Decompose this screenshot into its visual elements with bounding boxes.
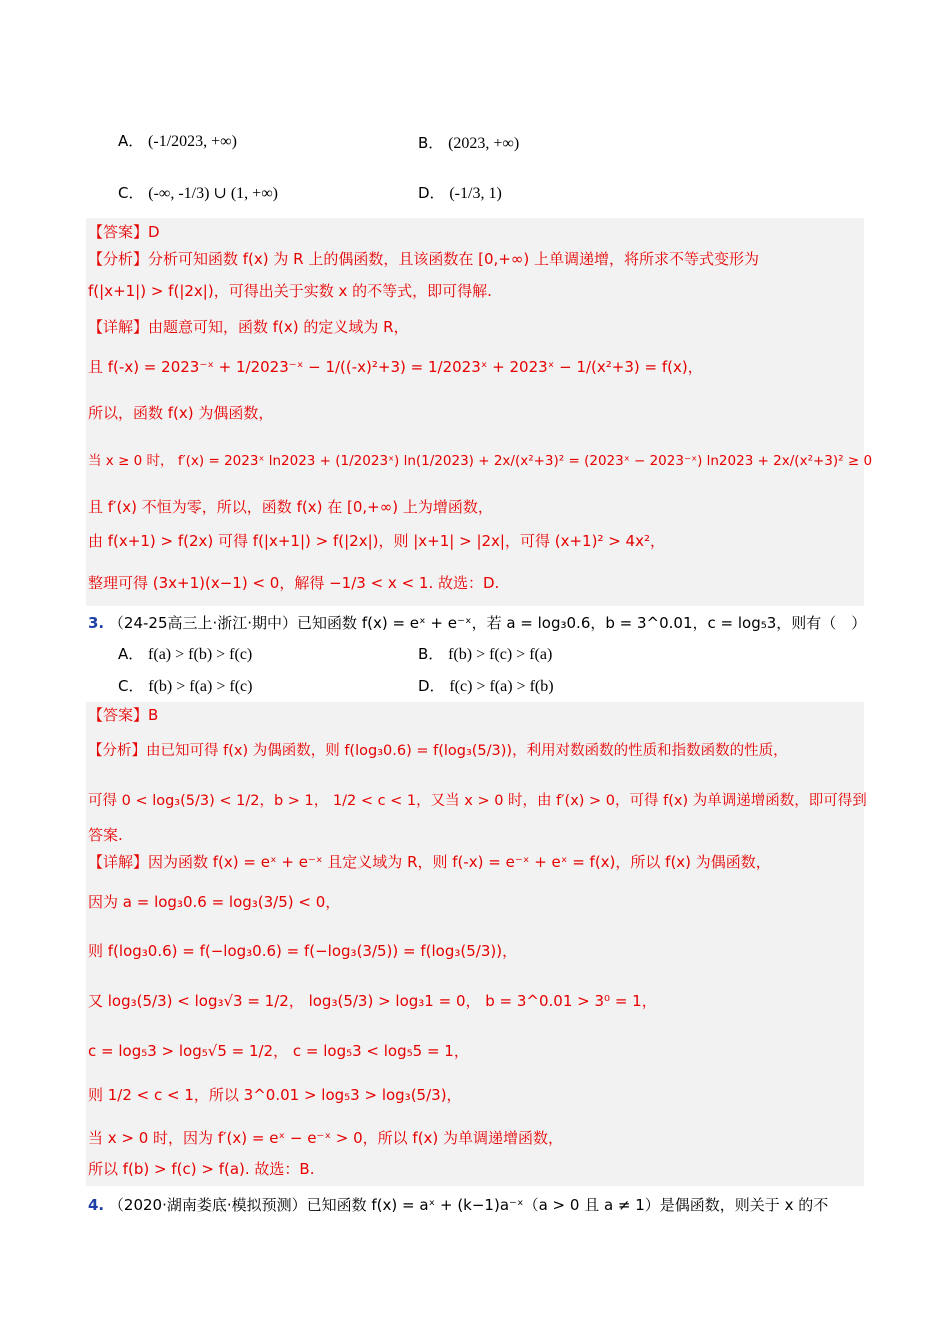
option-b-text: (2023, +∞): [448, 135, 520, 152]
q4-number: 4.: [88, 1196, 105, 1214]
q2-detail-7: 整理可得 (3x+1)(x−1) < 0，解得 −1/3 < x < 1. 故选：D.: [88, 574, 500, 592]
q3-option-a: [118, 643, 252, 666]
q3-detail-8: 所以 f(b) > f(c) > f(a). 故选：B.: [88, 1160, 315, 1178]
q3-option-c-label: C．: [118, 677, 144, 695]
option-a-label: A．: [118, 132, 144, 150]
option-c-text: (-∞, -1/3) ∪ (1, +∞): [148, 185, 278, 202]
q3-option-a-label: A．: [118, 645, 144, 663]
q2-detail-5: 且 f′(x) 不恒为零，所以，函数 f(x) 在 [0,+∞) 上为增函数，: [88, 498, 493, 516]
q3-option-c-text: f(b) > f(a) > f(c): [148, 678, 253, 695]
q3-option-b: [418, 643, 552, 666]
q4-stem-text: （2020·湖南娄底·模拟预测）已知函数 f(x) = aˣ + (k−1)a⁻ˣ（a > 0 且 a ≠ 1）是偶函数，则关于 x 的不: [108, 1196, 829, 1214]
q4-stem: [88, 1194, 828, 1216]
q2-analysis-1: 【分析】分析可知函数 f(x) 为 R 上的偶函数，且该函数在 [0,+∞) 上单调递增，将所求不等式变形为: [88, 250, 759, 268]
q3-option-b-text: f(b) > f(c) > f(a): [448, 646, 553, 663]
q2-analysis-2: f(|x+1|) > f(|2x|)，可得出关于实数 x 的不等式，即可得解.: [88, 282, 492, 300]
q3-stem: [88, 612, 866, 634]
q3-number: 3.: [88, 614, 105, 632]
q3-option-d-text: f(c) > f(a) > f(b): [449, 678, 554, 695]
q3-option-d: [418, 675, 554, 698]
option-a: [118, 130, 237, 153]
q3-option-a-text: f(a) > f(b) > f(c): [148, 646, 253, 663]
q3-answer: 【答案】B: [88, 706, 159, 724]
q3-detail-4: 又 log₃(5/3) < log₃√3 = 1/2， log₃(5/3) > log₃1 = 0， b = 3^0.01 > 3⁰ = 1，: [88, 992, 657, 1010]
q3-analysis-3: 答案.: [88, 826, 123, 844]
q3-detail-6: 则 1/2 < c < 1，所以 3^0.01 > log₅3 > log₃(5/3)，: [88, 1086, 462, 1104]
q2-detail-4: 当 x ≥ 0 时， f′(x) = 2023ˣ ln2023 + (1/2023ˣ) ln(1/2023) + 2x/(x²+3)² = (2023ˣ − 2023⁻ˣ) ln2023 + 2x/(x²+3)² ≥ 0: [88, 453, 873, 469]
option-c-label: C．: [118, 184, 144, 202]
option-d: [418, 182, 502, 205]
q3-detail-5: c = log₅3 > log₅√5 = 1/2， c = log₅3 < log₅5 = 1，: [88, 1042, 469, 1060]
q3-analysis-1: 【分析】由已知可得 f(x) 为偶函数，则 f(log₃0.6) = f(log₃(5/3))，利用对数函数的性质和指数函数的性质，: [88, 743, 788, 759]
q2-detail-6: 由 f(x+1) > f(2x) 可得 f(|x+1|) > f(|2x|)，则 |x+1| > |2x|，可得 (x+1)² > 4x²，: [88, 532, 665, 550]
q3-option-c: [118, 675, 252, 698]
q3-detail-7: 当 x > 0 时，因为 f′(x) = eˣ − e⁻ˣ > 0，所以 f(x) 为单调递增函数，: [88, 1129, 564, 1147]
option-b: [418, 132, 519, 155]
option-d-label: D．: [418, 184, 445, 202]
q3-detail-1: 【详解】因为函数 f(x) = eˣ + e⁻ˣ 且定义域为 R，则 f(-x) = e⁻ˣ + eˣ = f(x)，所以 f(x) 为偶函数，: [88, 853, 771, 871]
q3-stem-text: （24-25高三上·浙江·期中）已知函数 f(x) = eˣ + e⁻ˣ，若 a = log₃0.6，b = 3^0.01，c = log₅3，则有（ ）: [108, 614, 867, 632]
option-d-text: (-1/3, 1): [449, 185, 502, 202]
q2-detail-3: 所以，函数 f(x) 为偶函数，: [88, 404, 274, 422]
option-b-label: B．: [418, 134, 444, 152]
q3-detail-3: 则 f(log₃0.6) = f(−log₃0.6) = f(−log₃(3/5)) = f(log₃(5/3))，: [88, 942, 518, 960]
q2-answer: 【答案】D: [88, 223, 160, 241]
q3-analysis-2: 可得 0 < log₃(5/3) < 1/2，b > 1， 1/2 < c < 1，又当 x > 0 时，由 f′(x) > 0，可得 f(x) 为单调递增函数，即可得到: [88, 793, 867, 809]
q2-detail-1: 【详解】由题意可知，函数 f(x) 的定义域为 R，: [88, 318, 409, 336]
option-c: [118, 182, 278, 205]
q3-detail-2: 因为 a = log₃0.6 = log₃(3/5) < 0，: [88, 893, 341, 911]
option-a-text: (-1/2023, +∞): [148, 133, 237, 150]
q2-detail-2: 且 f(-x) = 2023⁻ˣ + 1/2023⁻ˣ − 1/((-x)²+3) = 1/2023ˣ + 2023ˣ − 1/(x²+3) = f(x)，: [88, 358, 703, 376]
q3-option-d-label: D．: [418, 677, 445, 695]
q3-option-b-label: B．: [418, 645, 444, 663]
